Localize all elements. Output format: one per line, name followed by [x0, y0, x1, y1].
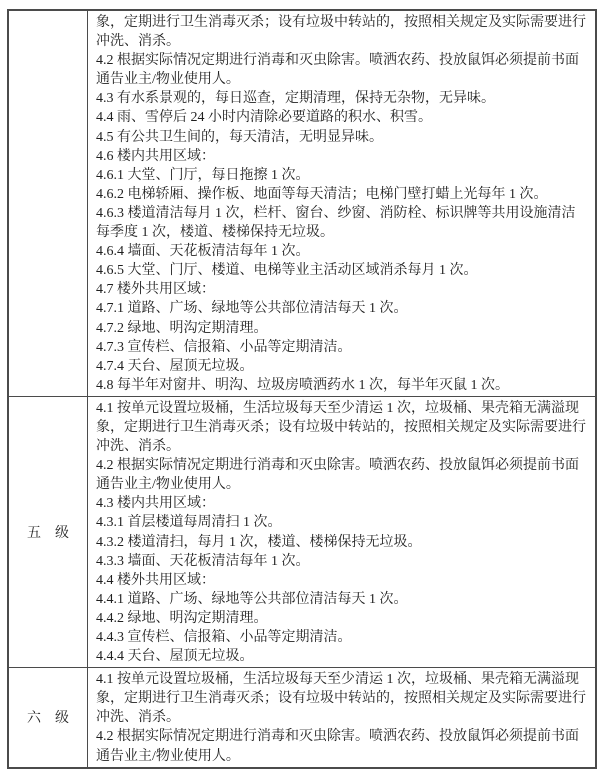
text-line: 4.8 每半年对窗井、明沟、垃圾房喷洒药水 1 次，每半年灭鼠 1 次。 [96, 377, 509, 393]
text-line: 4.6.3 楼道清洁每月 1 次，栏杆、窗台、纱窗、消防栓、标识牌等共用设施清洁 [96, 205, 576, 221]
text-line: 通告业主/物业使用人。 [96, 72, 240, 88]
text-line: 象，定期进行卫生消毒灭杀；设有垃圾中转站的，按照相关规定及实际需要进行 [96, 419, 586, 435]
text-line: 4.6.2 电梯轿厢、操作板、地面等每天清洁；电梯门壁打蜡上光每年 1 次。 [96, 186, 548, 202]
text-line: 每季度 1 次，楼道、楼梯保持无垃圾。 [96, 225, 334, 241]
text-line: 4.7.1 道路、广场、绿地等公共部位清洁每天 1 次。 [96, 301, 408, 317]
text-line: 4.7.2 绿地、明沟定期清理。 [96, 320, 268, 336]
text-line: 冲洗、消杀。 [96, 34, 180, 50]
text-line: 象，定期进行卫生消毒灭杀；设有垃圾中转站的，按照相关规定及实际需要进行 [96, 15, 586, 30]
text-line: 4.7.4 天台、屋顶无垃圾。 [96, 358, 254, 374]
text-line: 4.4 楼外共用区域： [96, 572, 215, 588]
service-standard-table [7, 9, 597, 769]
text-line: 4.3.1 首层楼道每周清扫 1 次。 [96, 515, 282, 531]
text-line: 4.6.5 大堂、门厅、楼道、电梯等业主活动区域消杀每月 1 次。 [96, 263, 478, 279]
text-line: 4.4.1 道路、广场、绿地等公共部位清洁每天 1 次。 [96, 591, 408, 607]
content-cell [88, 10, 597, 396]
text-line: 4.3.3 墙面、天花板清洁每年 1 次。 [96, 553, 310, 569]
level-cell-grade-6: 六 级 [8, 668, 88, 768]
table-row [8, 668, 596, 768]
text-line: 4.3 有水系景观的，每日巡查，定期清理，保持无杂物，无异味。 [96, 91, 495, 107]
text-line: 4.4 雨、雪停后 24 小时内清除必要道路的积水、积雪。 [96, 110, 432, 126]
content-cell [88, 396, 597, 667]
text-line: 通告业主/物业使用人。 [96, 477, 240, 493]
text-line: 4.1 按单元设置垃圾桶，生活垃圾每天至少清运 1 次，垃圾桶、果壳箱无满溢现 [96, 672, 579, 688]
text-line: 4.4.4 天台、屋顶无垃圾。 [96, 649, 254, 665]
text-line: 4.2 根据实际情况定期进行消毒和灭虫除害。喷洒农药、投放鼠饵必须提前书面 [96, 729, 579, 745]
level-cell-grade-5: 五 级 [8, 396, 88, 667]
content-cell [88, 668, 597, 768]
text-line: 4.2 根据实际情况定期进行消毒和灭虫除害。喷洒农药、投放鼠饵必须提前书面 [96, 53, 579, 69]
text-line: 通告业主/物业使用人。 [96, 748, 240, 764]
table-row [8, 396, 596, 667]
text-line: 冲洗、消杀。 [96, 710, 180, 726]
text-line: 4.6 楼内共用区域： [96, 148, 215, 164]
text-line: 4.2 根据实际情况定期进行消毒和灭虫除害。喷洒农药、投放鼠饵必须提前书面 [96, 458, 579, 474]
text-line: 4.3 楼内共用区域： [96, 496, 215, 512]
text-line: 4.3.2 楼道清扫，每月 1 次，楼道、楼梯保持无垃圾。 [96, 534, 422, 550]
text-line: 4.6.1 大堂、门厅，每日拖擦 1 次。 [96, 167, 310, 183]
text-line: 冲洗、消杀。 [96, 439, 180, 455]
text-line: 4.5 有公共卫生间的，每天清洁，无明显异味。 [96, 129, 383, 145]
table-row [8, 10, 596, 396]
text-line: 4.7 楼外共用区域： [96, 282, 215, 298]
text-line: 4.4.2 绿地、明沟定期清理。 [96, 610, 268, 626]
text-line: 4.1 按单元设置垃圾桶，生活垃圾每天至少清运 1 次，垃圾桶、果壳箱无满溢现 [96, 400, 579, 416]
level-cell [8, 10, 88, 396]
text-line: 4.7.3 宣传栏、信报箱、小品等定期清洁。 [96, 339, 352, 355]
text-line: 象，定期进行卫生消毒灭杀；设有垃圾中转站的，按照相关规定及实际需要进行 [96, 691, 586, 707]
text-line: 4.4.3 宣传栏、信报箱、小品等定期清洁。 [96, 630, 352, 645]
text-line: 4.6.4 墙面、天花板清洁每年 1 次。 [96, 244, 310, 260]
